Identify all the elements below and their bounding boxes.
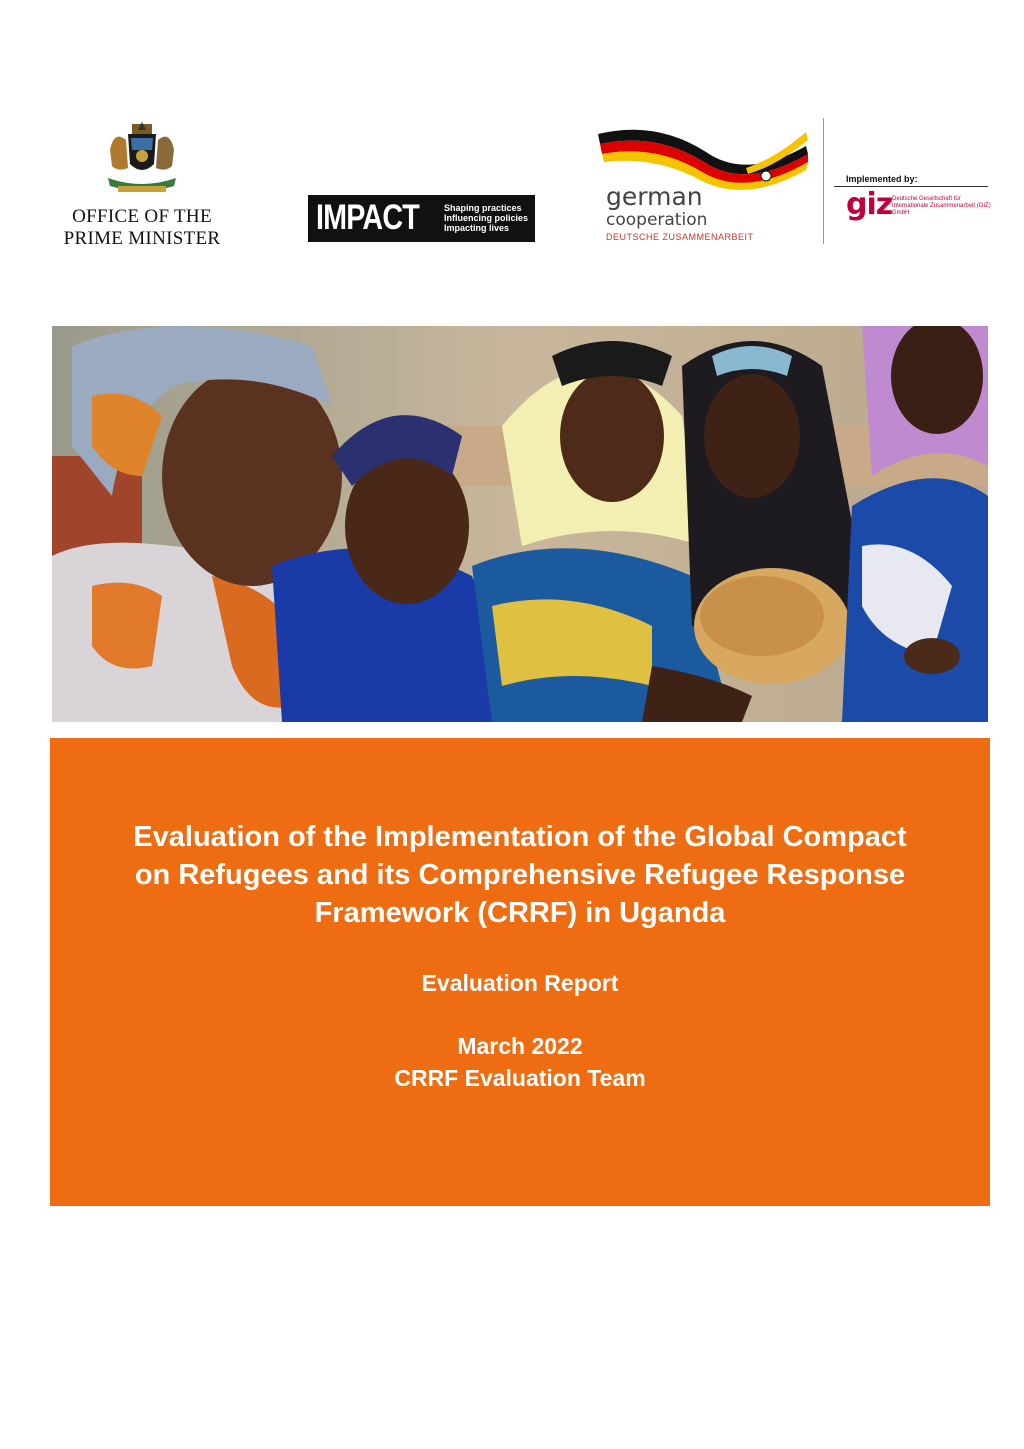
opm-logo (52, 120, 232, 255)
report-title-line2: on Refugees and its Comprehensive Refugee Response (134, 859, 906, 891)
report-team: CRRF Evaluation Team (394, 1065, 646, 1091)
logo-divider (823, 118, 824, 244)
giz-description: Deutsche Gesellschaft für Internationale Zusammenarbeit (GIZ) GmbH (892, 196, 991, 216)
gc-german: german (606, 182, 703, 211)
logo-row (0, 0, 1024, 300)
gc-deutsche: DEUTSCHE ZUSAMMENARBEIT (606, 232, 754, 242)
giz-wordmark: giz (846, 187, 893, 222)
impact-wordmark: IMPACT (316, 198, 419, 237)
impact-tagline-1: Shaping practices (444, 203, 522, 213)
opm-line2: PRIME MINISTER (63, 228, 221, 249)
giz-logo (834, 170, 994, 230)
opm-line1: OFFICE OF THE (72, 206, 212, 227)
report-subtitle: Evaluation Report (421, 970, 619, 996)
uganda-coat-of-arms-icon (104, 120, 180, 198)
impact-logo (308, 195, 535, 242)
cover-title-panel (50, 738, 990, 1206)
impact-tagline-3: Impacting lives (444, 223, 510, 233)
report-title (70, 818, 970, 932)
report-title-line1: Evaluation of the Implementation of the Global Compact (133, 821, 907, 853)
gc-cooperation: cooperation (606, 210, 708, 230)
cover-photo (52, 326, 988, 722)
report-date: March 2022 (457, 1033, 583, 1059)
impact-tagline-2: Influencing policies (444, 213, 529, 223)
cover-photo-women-with-gourd (52, 326, 988, 722)
giz-implemented-by: Implemented by: (846, 174, 918, 184)
report-title-line3: Framework (CRRF) in Uganda (314, 897, 726, 929)
opm-name (52, 206, 232, 250)
german-cooperation-logo (596, 118, 814, 246)
impact-tagline (444, 203, 534, 233)
